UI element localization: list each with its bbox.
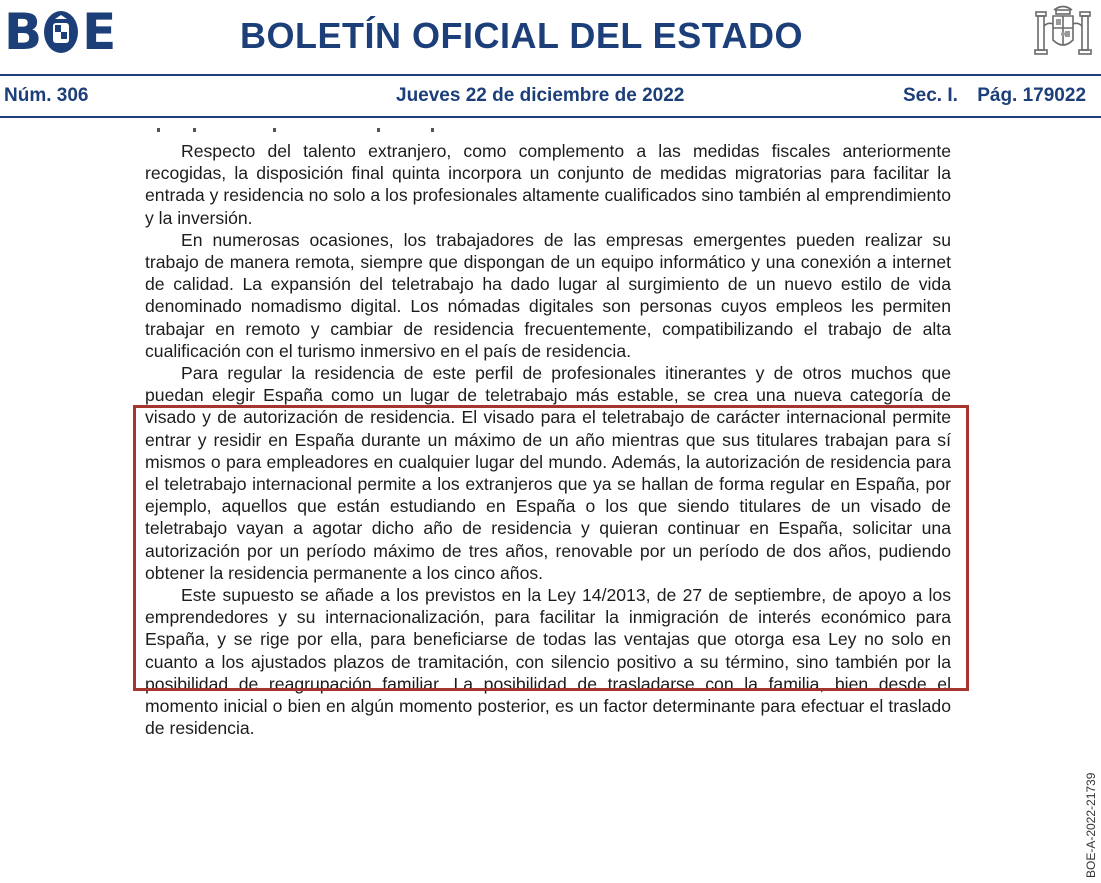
cut-off-previous-line <box>145 126 951 134</box>
spanish-coat-of-arms-icon <box>43 10 79 54</box>
site-title: BOLETÍN OFICIAL DEL ESTADO <box>240 15 804 56</box>
boe-logo[interactable] <box>4 3 115 61</box>
section-and-page <box>903 84 1086 108</box>
masthead <box>0 0 1101 72</box>
highlight-box <box>133 405 969 691</box>
spanish-coat-of-arms-icon <box>1032 2 1094 64</box>
section-label: Sec. I. <box>903 85 958 106</box>
paragraph: Este supuesto se añade a los previstos en la Ley 14/2013, de 27 de septiembre, de apoyo a los emprendedores y su internacionalización, para facilitar la inmigración de interés económico para España, y se rige por ella, para beneficiarse de todas las ventajas que otorga esa Ley no solo en cuanto a los ajustados plazos de tramitación, con silencio positivo a su término, sino también por la posibilidad de reagrupación familiar. La posibilidad de trasladarse con la familia, bien desde el momento inicial o bien en algún momento posterior, es un factor determinante para efectuar el traslado de residencia. <box>145 585 951 739</box>
paragraph: Respecto del talento extranjero, como complemento a las medidas fiscales anteriormente recogidas, la disposición final quinta incorpora un conjunto de medidas migratorias para facilitar la entrada y residencia no solo a los profesionales altamente cualificados sino también al emprendimiento y la inversión. <box>145 141 951 228</box>
logo-letter-b: B <box>4 3 41 61</box>
header-metadata-bar <box>0 74 1101 118</box>
highlighted-paragraph: Para regular la residencia de este perfil de profesionales itinerantes y de otros muchos que puedan elegir España como un lugar de teletrabajo más estable, se crea una nueva categoría de visado y de autorización de residencia. El visado para el teletrabajo de carácter internacional permite entrar y residir en España durante un máximo de un año mientras que sus titulares trabajan para sí mismos o para empleadores en cualquier lugar del mundo. Además, la autorización de residencia para el teletrabajo internacional permite a los extranjeros que ya se hallan de forma regular en España, por ejemplo, aquellos que están estudiando en España o los que siendo titulares de un visado de teletrabajo vayan a agotar dicho año de residencia y quieran continuar en España, solicitar una autorización por un período máximo de tres años, renovable por un período de dos años, pudiendo obtener la residencia permanente a los cinco años. <box>145 363 951 583</box>
logo-letter-e: E <box>82 3 115 61</box>
publication-date: Jueves 22 de diciembre de 2022 <box>396 85 685 106</box>
issue-number: Núm. 306 <box>4 85 89 106</box>
paragraph: En numerosas ocasiones, los trabajadores de las empresas emergentes pueden realizar su trabajo de manera remota, siempre que dispongan de un equipo informático y una conexión a internet de calidad. La expansión del teletrabajo ha dado lugar al surgimiento de un nuevo estilo de vida denominado nomadismo digital. Los nómadas digitales son personas cuyos empleos les permiten trabajar en remoto y cambiar de residencia frecuentemente, compatibilizando el trabajo de alta cualificación con el turismo inmersivo en el país de residencia. <box>145 229 951 361</box>
page-number: Pág. 179022 <box>977 85 1087 106</box>
document-id: BOE-A-2022-21739 <box>1084 772 1098 878</box>
